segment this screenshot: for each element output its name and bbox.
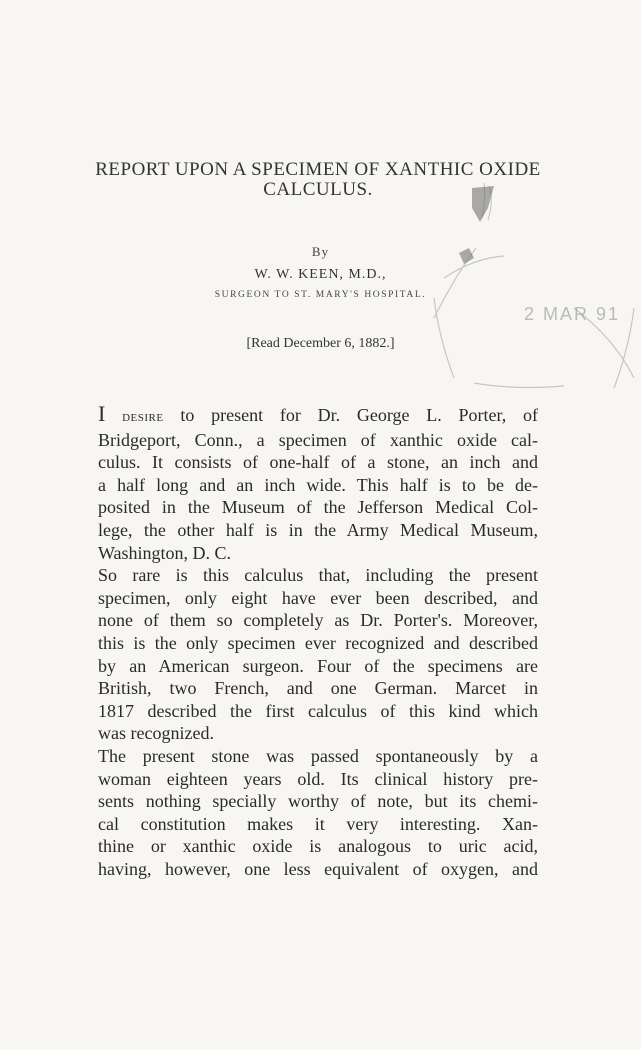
read-date: [Read December 6, 1882.] bbox=[246, 336, 395, 351]
stamp-date-text: 2 MAR 91 bbox=[524, 304, 621, 324]
body-line: woman eighteen years old. Its clinical history pre- bbox=[98, 768, 538, 789]
body-line: this is the only specimen ever recognized and described bbox=[98, 632, 538, 653]
body-line: British, two French, and one German. Marcet in bbox=[98, 678, 538, 699]
body-line: Bridgeport, Conn., a specimen of xanthic oxide cal- bbox=[98, 429, 538, 450]
body-line: sents nothing specially worthy of note, but its chemi- bbox=[98, 791, 538, 812]
title-line-2: CALCULUS. bbox=[263, 179, 373, 200]
author-affiliation: SURGEON TO ST. MARY'S HOSPITAL. bbox=[214, 290, 427, 300]
body-line: lege, the other half is in the Army Medical Museum, bbox=[98, 519, 538, 540]
body-line: a half long and an inch wide. This half is to be de- bbox=[98, 474, 538, 495]
body-line: I desire to present for Dr. George L. Porter, of bbox=[98, 401, 539, 426]
article-body bbox=[98, 403, 538, 880]
body-line: 1817 described the first calculus of this kind which bbox=[98, 700, 538, 721]
body-line: none of them so completely as Dr. Porter's. Moreover, bbox=[98, 610, 538, 631]
body-line: So rare is this calculus that, including the present bbox=[98, 565, 538, 586]
body-line: posited in the Museum of the Jefferson Medical Col- bbox=[98, 497, 538, 518]
author-name: W. W. KEEN, M.D., bbox=[254, 267, 387, 282]
drop-cap: I bbox=[98, 401, 106, 426]
body-line: thine or xanthic oxide is analogous to uric acid, bbox=[98, 836, 538, 857]
body-line: was recognized. bbox=[98, 723, 214, 744]
body-line: specimen, only eight have ever been described, and bbox=[98, 587, 538, 608]
byline-label: By bbox=[311, 244, 330, 259]
title-line-1: REPORT UPON A SPECIMEN OF XANTHIC OXIDE bbox=[95, 159, 541, 180]
body-line: cal constitution makes it very interesting. Xan- bbox=[98, 813, 538, 834]
body-line: having, however, one less equivalent of oxygen, and bbox=[98, 858, 538, 879]
body-line: culus. It consists of one-half of a stone, an inch and bbox=[98, 452, 538, 473]
body-line: Washington, D. C. bbox=[98, 542, 232, 563]
library-stamp bbox=[414, 178, 641, 398]
first-word: desire bbox=[122, 409, 164, 425]
body-line: The present stone was passed spontaneously by a bbox=[98, 745, 538, 766]
body-line: by an American surgeon. Four of the specimens are bbox=[98, 655, 538, 676]
